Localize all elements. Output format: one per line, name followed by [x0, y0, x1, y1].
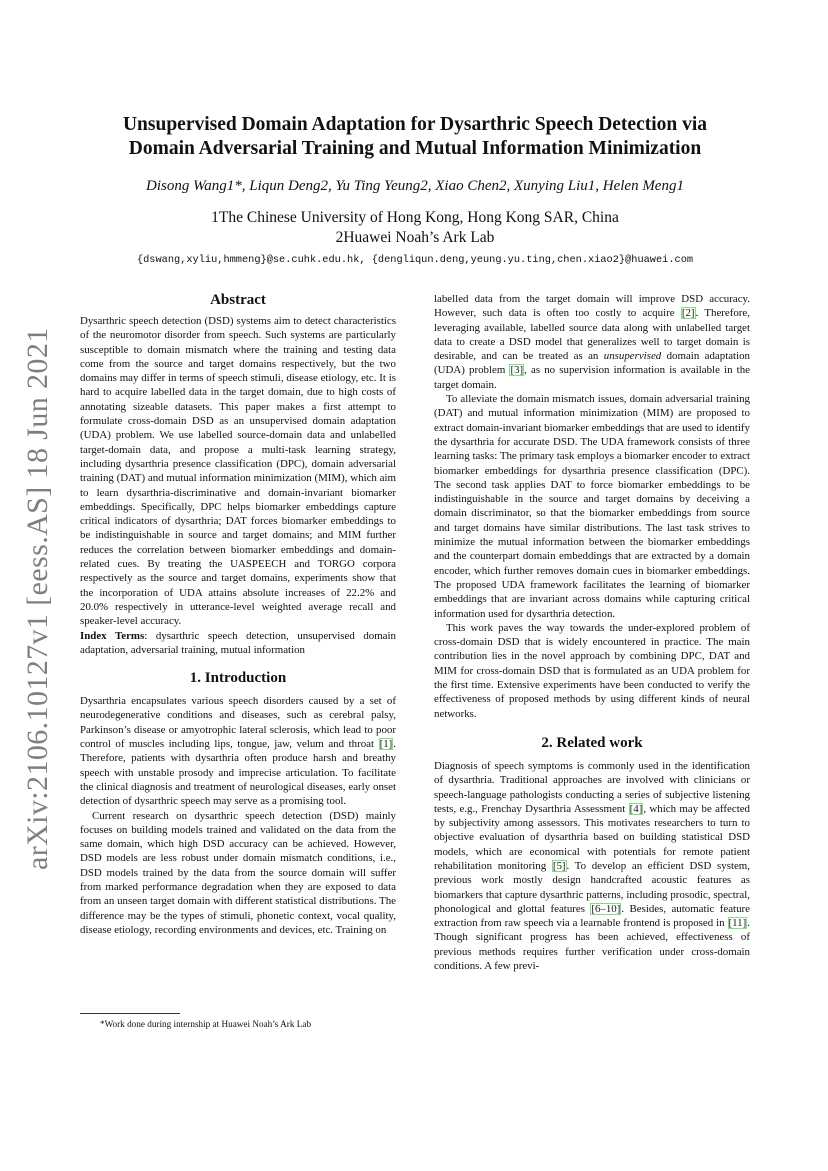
- author-emails: {dswang,xyliu,hmmeng}@se.cuhk.edu.hk, {dengliqun.deng,yeung.yu.ting,chen.xiao2}@huawei.com: [136, 254, 694, 266]
- index-terms: [80, 629, 396, 658]
- right-p1-text-a: labelled data from the target domain will improve DSD accuracy. However, such data is often too costly to acquire: [434, 293, 750, 320]
- related-text-d: . Besides, automatic feature extraction from raw speech via a learnable frontend is proposed in: [434, 902, 750, 930]
- index-terms-label: Index Terms: [80, 629, 145, 642]
- related-text-c: . To develop an efficient DSD system, previous work mostly design handcrafted acoustic features as biomarkers that capture dysarthric patterns, including prosodic, spectral, phonological and glottal features: [434, 859, 750, 915]
- citation-link[interactable]: [1]: [379, 738, 393, 751]
- related-work-heading: 2. Related work: [541, 734, 643, 751]
- intro-paragraph-1: [80, 694, 396, 808]
- citation-link[interactable]: [6–10]: [591, 902, 621, 915]
- related-text-a: Diagnosis of speech symptoms is commonly used in the identification of dysarthria. Traditional approaches are involved with clinicians or speech-language pathologists conducting a series of subjective listening tests, e.g., Frenchay Dysarthria Assessment: [434, 759, 750, 815]
- right-column: [434, 292, 750, 973]
- abstract-text: Dysarthric speech detection (DSD) systems aim to detect characteristics of the neuromotor disorder from speech. Such systems are particularly susceptible to domain mismatch where the training and testing data come from the source and target domains respectively, but the two domains may differ in terms of speech stimuli, disease etiology, etc. It is hard to acquire labelled data in the target domain, due to high costs of annotating sizeable datasets. This paper makes a first attempt to formulate cross-domain DSD as an unsupervised domain adaptation (UDA) problem. We use labelled source-domain data and unlabelled target-domain data, and propose a multi-task learning strategy, including dysarthria presence classification (DPC), domain adversarial training (DAT) and mutual information minimization (MIM), which aim to learn dysarthria-discriminative and domain-invariant biomarker embeddings. Specifically, DPC helps biomarker embeddings capture critical indicators of dysarthria; DAT forces biomarker embeddings to be indistinguishable in source and target domains; and MIM further reduces the correlation between biomarker embeddings and domain-related cues. By treating the UASPEECH and TORGO corpora respectively as the source and target domains, experiments show that the incorporation of UDA attains absolute increases of 22.2% and 20.0% respectively in utterance-level weighted average recall and speaker-level accuracy.: [80, 315, 396, 628]
- arxiv-stamp: arXiv:2106.10127v1 [eess.AS] 18 Jun 2021: [21, 327, 54, 870]
- introduction-heading: 1. Introduction: [189, 670, 287, 687]
- abstract-heading: Abstract: [210, 292, 266, 308]
- intro-p1-text-a: Dysarthria encapsulates various speech disorders caused by a set of neurodegenerative conditions and diseases, such as cerebral palsy, Parkinson’s disease or amyotrophic lateral sclerosis, which lead to poor control of muscles including lips, tongue, jaw, velum and throat: [80, 695, 396, 751]
- left-column: [80, 290, 396, 937]
- right-p1-text-c: domain adaptation (UDA) problem: [434, 350, 750, 377]
- index-terms-text: : dysarthric speech detection, unsupervised domain adaptation, adversarial training, mutual information: [80, 629, 396, 656]
- title-line-1: Unsupervised Domain Adaptation for Dysarthric Speech Detection via: [122, 114, 708, 135]
- affiliations: [80, 208, 750, 248]
- right-p1-text-d: , as no supervision information is available in the target domain.: [434, 364, 750, 391]
- paper-title: [80, 113, 750, 161]
- right-paragraph-2: To alleviate the domain mismatch issues, domain adversarial training (DAT) and mutual information minimization (MIM) are proposed to extract domain-invariant biomarker embeddings that are used to identify the dysarthria for accurate DSD. The UDA framework consists of three learning tasks: The primary task employs a biomarker encoder to extract biomarker embeddings for dysarthria presence classification (DPC). The second task applies DAT to force biomarker embeddings to be indistinguishable in the source and target domains by deceiving a domain discriminator, so that the biomarker embeddings from source and target domains have similar distributions. The last task strives to minimize the mutual information between the biomarker embeddings and the counterpart domain embeddings that are extracted by a domain encoder, which further removes domain cues in biomarker embeddings. The proposed UDA framework facilitates the learning of biomarker embeddings that are invariant across domains while capturing critical information used for dysarthria detection.: [434, 393, 750, 620]
- intro-p1-text-b: . Therefore, patients with dysarthria often produce harsh and breathy speech with unstable prosody and imprecise articulation. To facilitate the clinical diagnosis and treatment of neurological diseases, early onset detection of dysarthric speech may serve as a promising tool.: [80, 738, 396, 808]
- footnote: *Work done during internship at Huawei Noah’s Ark Lab: [100, 1019, 312, 1029]
- citation-link[interactable]: [4]: [629, 802, 643, 815]
- related-work-paragraph: [434, 759, 750, 973]
- right-paragraph-1: [434, 292, 750, 392]
- related-text-b: , which may be affected by subjectivity among assessors. This motivates researchers to turn to objective evaluation of dysarthria based on building statistical DSD models, which are economical with potentials for remote patient rehabilitation monitoring: [434, 802, 750, 872]
- intro-paragraph-2: Current research on dysarthric speech detection (DSD) mainly focuses on building models trained and validated on the data from the same domain, which high DSD accuracy can be achieved. However, DSD models are less robust under domain mismatch conditions, i.e., DSD models trained by the data from the source domain will suffer from marked performance degradation when they are exposed to data from an unseen target domain with different statistical distributions. The difference may be the types of stimuli, phonetic context, vocal quality, disease etiology, recording environments and devices, etc. Training on: [80, 809, 396, 936]
- emphasis-unsupervised: unsupervised: [603, 350, 662, 363]
- citation-link[interactable]: [3]: [510, 364, 524, 377]
- affiliation-2: 2Huawei Noah’s Ark Lab: [335, 229, 495, 246]
- footnote-rule: [80, 1013, 180, 1014]
- citation-link[interactable]: [5]: [552, 859, 566, 872]
- right-paragraph-3: This work paves the way towards the under-explored problem of cross-domain DSD that is widely encountered in practice. The main contribution lies in the novel approach by combining DPC, DAT and MIM for cross-domain DSD that is formulated as an UDA problem for the first time. Extensive experiments have been conducted to verify the effectiveness of proposed methods by using different kinds of neural networks.: [434, 621, 750, 720]
- author-list: Disong Wang1*, Liqun Deng2, Yu Ting Yeung2, Xiao Chen2, Xunying Liu1, Helen Meng1: [146, 178, 684, 194]
- right-p1-text-b: . Therefore, leveraging available, labelled source data along with unlabelled target data to create a DSD model that generalizes well to target domain is desirable, and can be treated as an: [434, 307, 750, 363]
- related-text-e: . Though significant progress has been achieved, effectiveness of previous methods requires further verification under cross-domain conditions. A few previ-: [434, 917, 750, 973]
- citation-link[interactable]: [11]: [728, 917, 747, 930]
- title-line-2: Domain Adversarial Training and Mutual Information Minimization: [128, 138, 702, 159]
- affiliation-1: 1The Chinese University of Hong Kong, Hong Kong SAR, China: [211, 209, 619, 226]
- citation-link[interactable]: [2]: [681, 307, 695, 320]
